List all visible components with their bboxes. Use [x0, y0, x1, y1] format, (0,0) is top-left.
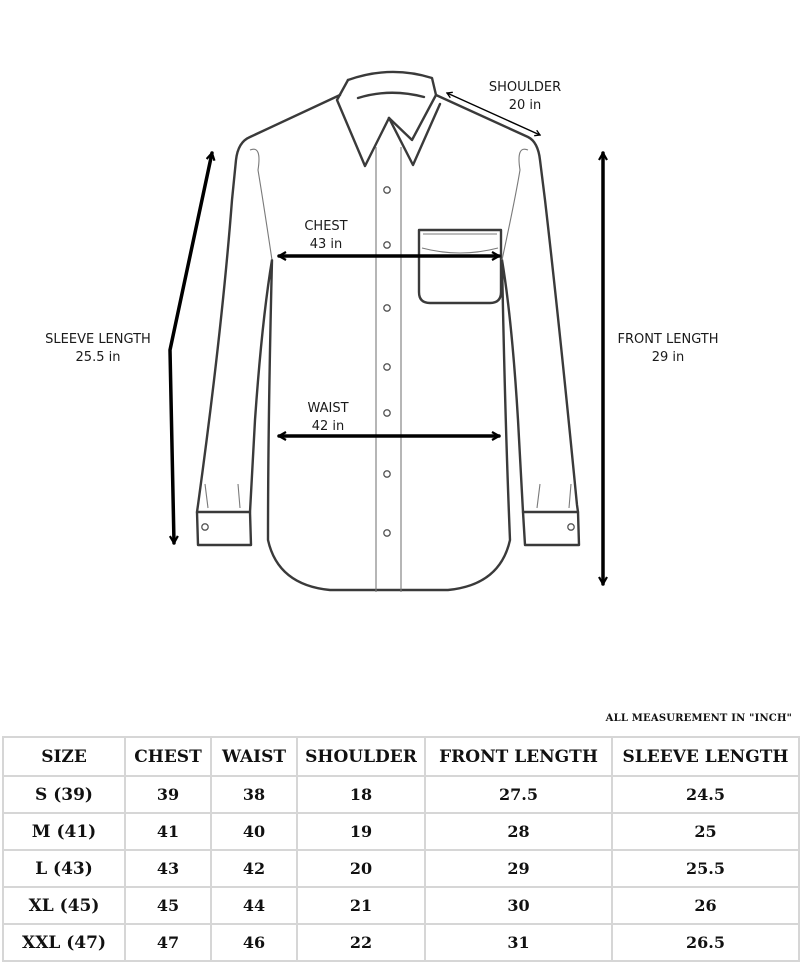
cell-chest: 45: [125, 887, 211, 924]
chest-label: [276, 218, 376, 254]
size-chart-table: [2, 736, 800, 962]
cell-shoulder: 19: [297, 813, 425, 850]
front-length-label-value: 29 in: [651, 350, 685, 365]
table-row: [3, 887, 799, 924]
table-header-row: [3, 737, 799, 776]
cell-front-length: 31: [425, 924, 612, 961]
front-length-label: [604, 331, 732, 367]
cell-shoulder: 22: [297, 924, 425, 961]
cell-waist: 44: [211, 887, 297, 924]
header-front-length: FRONT LENGTH: [425, 737, 612, 776]
cell-sleeve-length: 26: [612, 887, 799, 924]
sleeve-length-label-name: SLEEVE LENGTH: [45, 332, 151, 347]
header-shoulder: SHOULDER: [297, 737, 425, 776]
cell-waist: 40: [211, 813, 297, 850]
table-row: [3, 813, 799, 850]
cell-chest: 41: [125, 813, 211, 850]
cell-shoulder: 18: [297, 776, 425, 813]
cell-sleeve-length: 25: [612, 813, 799, 850]
cell-size: M (41): [3, 813, 125, 850]
chest-label-name: CHEST: [304, 219, 348, 234]
cell-size: L (43): [3, 850, 125, 887]
cell-front-length: 30: [425, 887, 612, 924]
cell-chest: 39: [125, 776, 211, 813]
cell-size: XXL (47): [3, 924, 125, 961]
cell-chest: 47: [125, 924, 211, 961]
waist-label-name: WAIST: [307, 401, 349, 416]
measurement-unit-note: ALL MEASUREMENT IN "INCH": [605, 713, 792, 724]
cell-front-length: 28: [425, 813, 612, 850]
table-row: [3, 776, 799, 813]
header-waist: WAIST: [211, 737, 297, 776]
cell-sleeve-length: 24.5: [612, 776, 799, 813]
cell-size: XL (45): [3, 887, 125, 924]
cell-front-length: 27.5: [425, 776, 612, 813]
chest-label-value: 43 in: [309, 237, 343, 252]
cell-waist: 42: [211, 850, 297, 887]
cell-shoulder: 20: [297, 850, 425, 887]
cell-sleeve-length: 25.5: [612, 850, 799, 887]
cell-sleeve-length: 26.5: [612, 924, 799, 961]
sleeve-length-arrow: [170, 153, 212, 543]
cell-front-length: 29: [425, 850, 612, 887]
sleeve-length-label: [28, 331, 168, 367]
cell-chest: 43: [125, 850, 211, 887]
waist-label: [278, 400, 378, 436]
shoulder-label-value: 20 in: [508, 98, 542, 113]
waist-label-value: 42 in: [311, 419, 345, 434]
cell-shoulder: 21: [297, 887, 425, 924]
cell-waist: 38: [211, 776, 297, 813]
shoulder-label-name: SHOULDER: [488, 80, 562, 95]
shoulder-label: [470, 79, 580, 115]
header-chest: CHEST: [125, 737, 211, 776]
table-row: [3, 850, 799, 887]
header-sleeve-length: SLEEVE LENGTH: [612, 737, 799, 776]
front-length-label-name: FRONT LENGTH: [617, 332, 719, 347]
sleeve-length-label-value: 25.5 in: [75, 350, 121, 365]
table-row: [3, 924, 799, 961]
header-size: SIZE: [3, 737, 125, 776]
shirt-buttons: [202, 187, 574, 536]
cell-waist: 46: [211, 924, 297, 961]
cell-size: S (39): [3, 776, 125, 813]
